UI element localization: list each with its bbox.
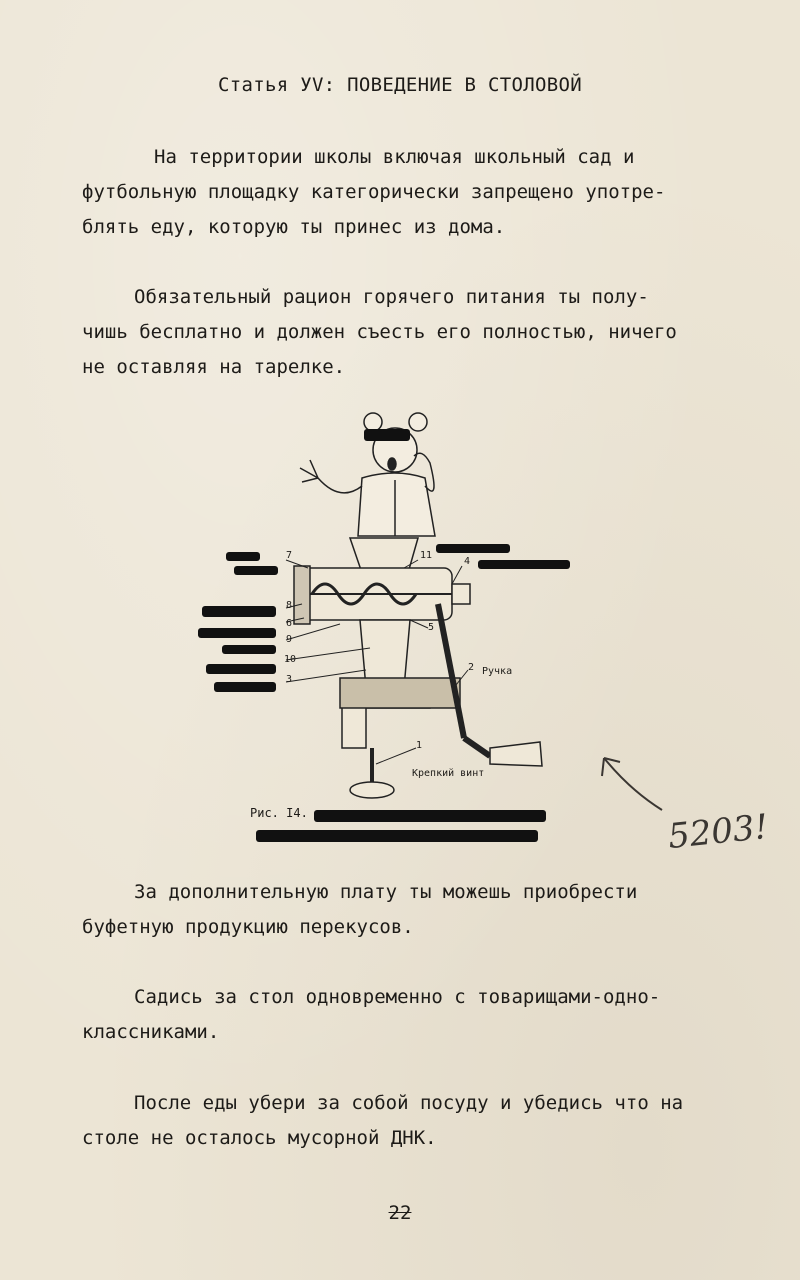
- paragraph-line: После еды убери за собой посуду и убедись что на: [134, 1092, 684, 1114]
- screw-label: Крепкий винт: [412, 768, 485, 779]
- child-shirt: [358, 473, 435, 536]
- caption-redaction: [256, 830, 538, 842]
- paragraph-2: [82, 280, 718, 385]
- paragraph-5: [82, 1086, 718, 1156]
- paragraph-line: Садись за стол одновременно с товарищами-одно-: [134, 986, 661, 1008]
- figure-caption-prefix: Рис. I4.: [250, 806, 308, 820]
- paragraph-line: столе не осталось мусорной ДНК.: [82, 1127, 437, 1149]
- arrow-annotation-icon: [590, 740, 670, 820]
- caption-redaction: [314, 810, 546, 822]
- paragraph-line: не оставляя на тарелке.: [82, 356, 346, 378]
- paragraph-line: классниками.: [82, 1021, 220, 1043]
- part-number: 8: [286, 600, 293, 611]
- redaction-bar: [214, 682, 276, 692]
- paragraph-line: футбольную площадку категорически запрещено употре-: [82, 181, 666, 203]
- part-number: 1: [416, 740, 423, 751]
- part-number: 5: [428, 622, 435, 633]
- paragraph-3: [82, 875, 718, 945]
- page-title: Статья УV: ПОВЕДЕНИЕ В СТОЛОВОЙ: [218, 74, 582, 96]
- paragraph-line: буфетную продукцию перекусов.: [82, 916, 414, 938]
- part-number: 4: [464, 556, 471, 567]
- paragraph-line: чишь бесплатно и должен съесть его полностью, ничего: [82, 321, 677, 343]
- part-number: 11: [420, 550, 433, 561]
- part-number: 2: [468, 662, 475, 673]
- redaction-bar: [222, 645, 276, 654]
- redaction-bar: [478, 560, 570, 569]
- paragraph-line: За дополнительную плату ты можешь приобрести: [134, 881, 638, 903]
- redaction-bar: [198, 628, 276, 638]
- redaction-bar: [202, 606, 276, 617]
- part-number: 9: [286, 634, 293, 645]
- part-number: 6: [286, 618, 293, 629]
- paragraph-1: [82, 140, 718, 245]
- handle-grip: [490, 742, 542, 766]
- paragraph-line: На территории школы включая школьный сад и: [154, 146, 635, 168]
- part-number: 7: [286, 550, 293, 561]
- part-number: 10: [284, 654, 297, 665]
- part-number: 3: [286, 674, 293, 685]
- redaction-bar: [234, 566, 278, 575]
- redaction-bar: [436, 544, 510, 553]
- page-number: 22: [388, 1202, 412, 1224]
- redaction-bar: [364, 429, 410, 441]
- paragraph-line: Обязательный рацион горячего питания ты полу-: [134, 286, 649, 308]
- handwritten-note: 5203!: [666, 806, 771, 858]
- redaction-bar: [226, 552, 260, 561]
- paragraph-4: [82, 980, 718, 1050]
- paragraph-line: блять еду, которую ты принес из дома.: [82, 216, 506, 238]
- redaction-bar: [206, 664, 276, 674]
- handle-label: Ручка: [482, 666, 513, 677]
